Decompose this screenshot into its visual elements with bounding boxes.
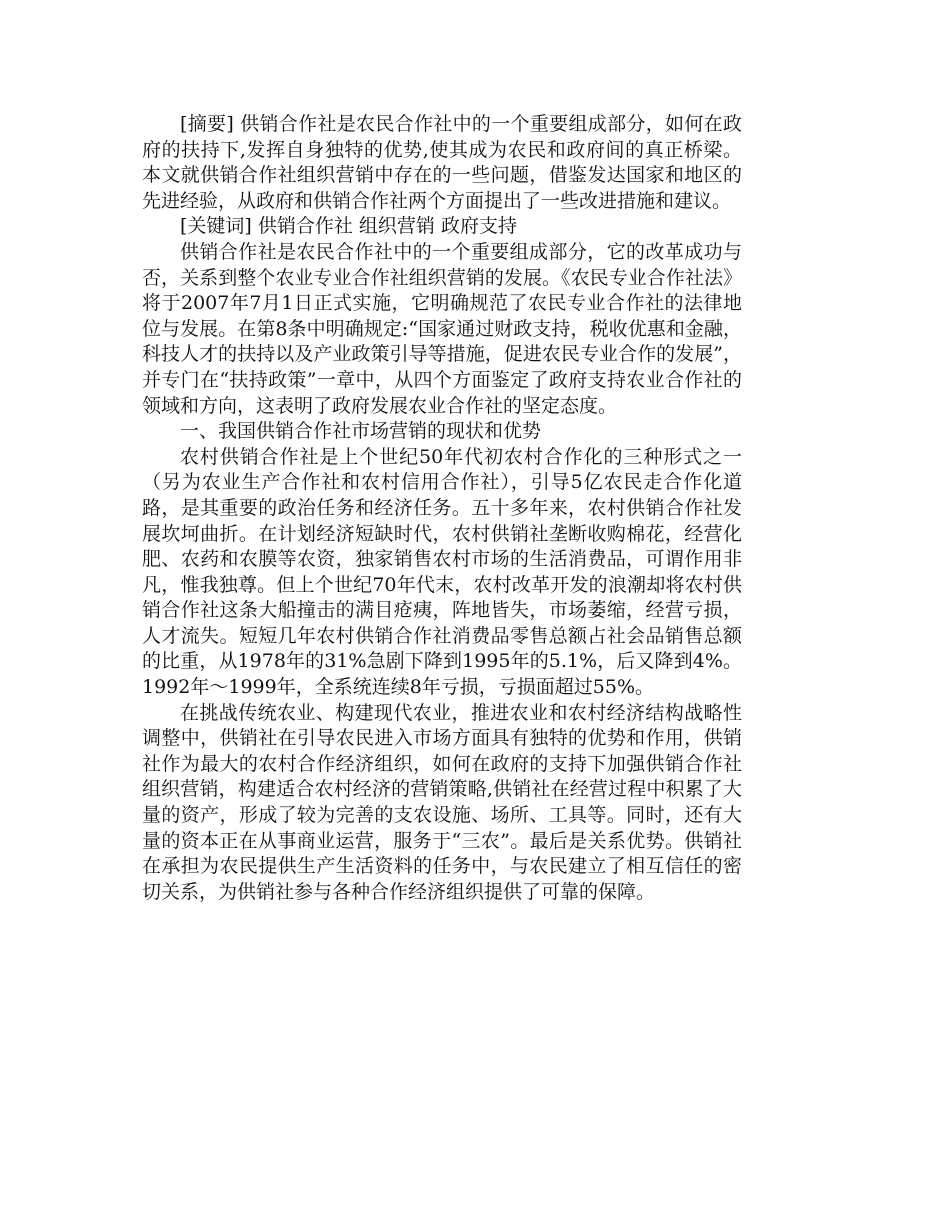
document-body bbox=[142, 112, 742, 905]
history-paragraph: 农村供销合作社是上个世纪50年代初农村合作化的三种形式之一（另为农业生产合作社和农村信用合作社），引导5亿农民走合作化道路，是其重要的政治任务和经济任务。五十多年来，农村供销合作社发展坎坷曲折。在计划经济短缺时代，农村供销社垄断收购棉花，经营化肥、农药和农膜等农资，独家销售农村市场的生活消费品，可谓作用非凡，惟我独尊。但上个世纪70年代末，农村改革开发的浪潮却将农村供销合作社这条大船撞击的满目疮痍，阵地皆失，市场萎缩，经营亏损，人才流失。短短几年农村供销合作社消费品零售总额占社会品销售总额的比重，从1978年的31%急剧下降到1995年的5.1%，后又降到4%。1992年～1999年，全系统连续8年亏损，亏损面超过55%。 bbox=[142, 445, 742, 699]
intro-paragraph: 供销合作社是农民合作社中的一个重要组成部分，它的改革成功与否，关系到整个农业专业合作社组织营销的发展。《农民专业合作社法》将于2007年7月1日正式实施，它明确规范了农民专业合作社的法律地位与发展。在第8条中明确规定:“国家通过财政支持，税收优惠和金融，科技人才的扶持以及产业政策引导等措施，促进农民专业合作的发展”，并专门在“扶持政策”一章中，从四个方面鉴定了政府支持农业合作社的领域和方向，这表明了政府发展农业合作社的坚定态度。 bbox=[142, 240, 742, 417]
section-heading: 一、我国供销合作社市场营销的现状和优势 bbox=[180, 420, 542, 443]
keywords-paragraph: [关键词] 供销合作社 组织营销 政府支持 bbox=[180, 215, 517, 238]
advantages-paragraph: 在挑战传统农业、构建现代农业，推进农业和农村经济结构战略性调整中，供销社在引导农民进入市场方面具有独特的优势和作用，供销社作为最大的农村合作经济组织，如何在政府的支持下加强供销合作社组织营销，构建适合农村经济的营销策略,供销社在经营过程中积累了大量的资产，形成了较为完善的支农设施、场所、工具等。同时，还有大量的资本正在从事商业运营，服务于“三农”。最后是关系优势。供销社在承担为农民提供生产生活资料的任务中，与农民建立了相互信任的密切关系，为供销社参与各种合作经济组织提供了可靠的保障。 bbox=[142, 701, 742, 903]
abstract-paragraph: [摘要] 供销合作社是农民合作社中的一个重要组成部分，如何在政府的扶持下,发挥自身独特的优势,使其成为农民和政府间的真正桥梁。本文就供销合作社组织营销中存在的一些问题，借鉴发达国家和地区的先进经验，从政府和供销合作社两个方面提出了一些改进措施和建议。 bbox=[142, 113, 742, 212]
